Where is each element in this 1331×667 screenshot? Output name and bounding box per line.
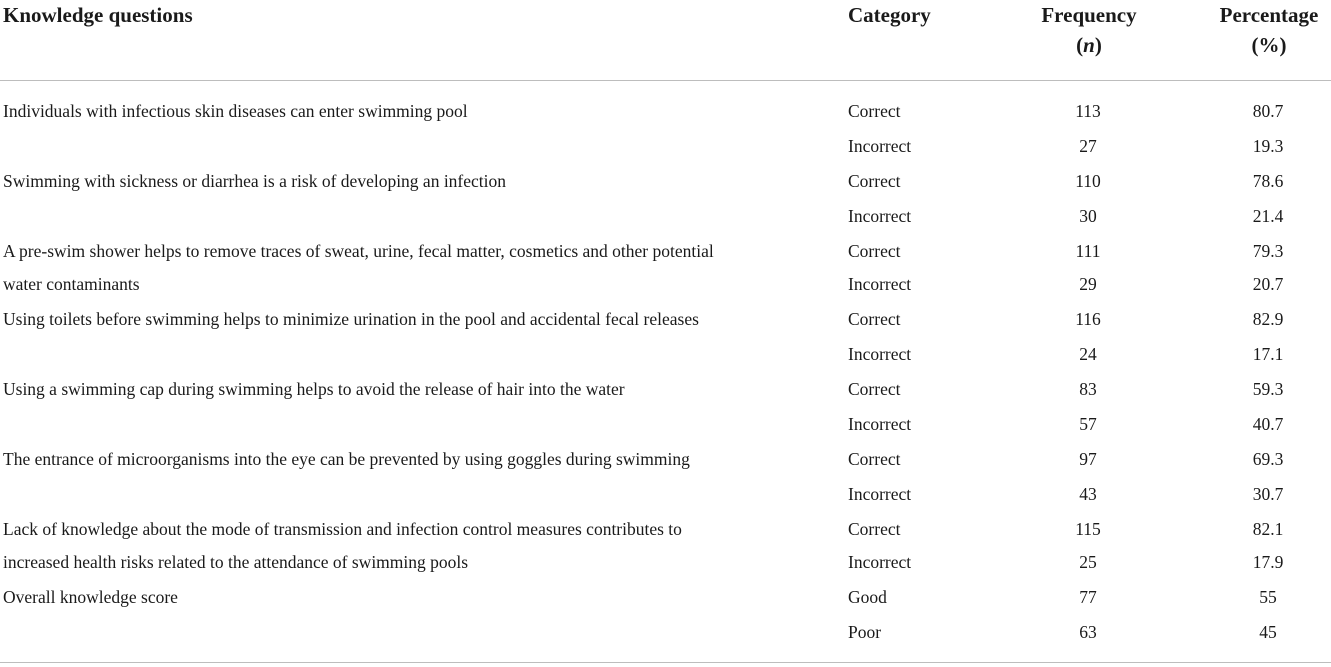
percentage-cell: 78.6 [1252, 171, 1284, 191]
table-row [0, 407, 1331, 441]
category-cell: Incorrect [848, 414, 912, 434]
percentage-cell: 80.7 [1252, 101, 1284, 121]
frequency-cell: 83 [1079, 379, 1097, 399]
percentage-cell: 30.7 [1252, 484, 1284, 504]
category-cell: Incorrect [848, 274, 912, 294]
category-cell: Good [848, 587, 887, 607]
frequency-cell: 63 [1079, 622, 1097, 642]
percentage-cell: 21.4 [1252, 206, 1284, 226]
category-cell: Incorrect [848, 206, 912, 226]
percentage-cell: 17.1 [1252, 344, 1284, 364]
percentage-cell: 82.9 [1252, 309, 1284, 329]
table-row [0, 129, 1331, 163]
percentage-cell: 45 [1259, 622, 1277, 642]
category-cell: Incorrect [848, 552, 912, 572]
header-percentage-unit: (%) [1251, 33, 1287, 57]
percentage-cell: 59.3 [1252, 379, 1284, 399]
question-cell: Using toilets before swimming helps to minimize urination in the pool and accidental fecal releases [3, 309, 699, 329]
category-cell: Correct [848, 519, 901, 539]
category-cell: Poor [848, 622, 882, 642]
table-row [0, 372, 1331, 406]
frequency-cell: 43 [1079, 484, 1097, 504]
frequency-cell: 25 [1079, 552, 1097, 572]
percentage-cell: 40.7 [1252, 414, 1284, 434]
table-row [0, 615, 1331, 649]
frequency-cell: 30 [1079, 206, 1097, 226]
header-frequency [988, 0, 1190, 60]
table-row [0, 94, 1331, 128]
frequency-cell: 97 [1079, 449, 1097, 469]
header-percentage [1168, 0, 1331, 60]
table-row [0, 267, 1331, 301]
percentage-cell: 20.7 [1252, 274, 1284, 294]
frequency-cell: 116 [1075, 309, 1101, 329]
percentage-cell: 79.3 [1252, 241, 1284, 261]
frequency-cell: 111 [1075, 241, 1101, 261]
frequency-cell: 77 [1079, 587, 1097, 607]
question-cell: A pre-swim shower helps to remove traces of sweat, urine, fecal matter, cosmetics and other potential [3, 241, 714, 261]
header-category: Category [848, 3, 931, 27]
category-cell: Incorrect [848, 344, 912, 364]
category-cell: Correct [848, 309, 901, 329]
question-cell: Swimming with sickness or diarrhea is a risk of developing an infection [3, 171, 507, 191]
frequency-cell: 110 [1075, 171, 1101, 191]
frequency-cell: 27 [1079, 136, 1097, 156]
category-cell: Incorrect [848, 484, 912, 504]
table-bottom-rule [0, 662, 1331, 663]
header-knowledge-questions: Knowledge questions [3, 3, 193, 27]
question-cell: water contaminants [3, 274, 140, 294]
header-frequency-unit: (n) [1076, 33, 1102, 57]
header-percentage-label: Percentage [1219, 3, 1319, 27]
question-cell: Individuals with infectious skin diseases can enter swimming pool [3, 101, 468, 121]
question-cell: increased health risks related to the attendance of swimming pools [3, 552, 469, 572]
header-frequency-n: n [1083, 33, 1095, 57]
table-row [0, 164, 1331, 198]
table-row [0, 442, 1331, 476]
question-cell: Overall knowledge score [3, 587, 178, 607]
frequency-cell: 24 [1079, 344, 1097, 364]
category-cell: Incorrect [848, 136, 912, 156]
question-cell: The entrance of microorganisms into the eye can be prevented by using goggles during swimming [3, 449, 690, 469]
frequency-cell: 57 [1079, 414, 1097, 434]
percentage-cell: 69.3 [1252, 449, 1284, 469]
category-cell: Correct [848, 101, 901, 121]
frequency-cell: 113 [1075, 101, 1101, 121]
table-row [0, 477, 1331, 511]
header-frequency-label: Frequency [1041, 3, 1137, 27]
table-row [0, 337, 1331, 371]
table-row [0, 545, 1331, 579]
percentage-cell: 17.9 [1252, 552, 1284, 572]
question-cell: Lack of knowledge about the mode of transmission and infection control measures contributes to [3, 519, 682, 539]
category-cell: Correct [848, 171, 901, 191]
table-row [0, 512, 1331, 546]
table-row [0, 199, 1331, 233]
table-header [0, 0, 1331, 81]
category-cell: Correct [848, 241, 901, 261]
category-cell: Correct [848, 449, 901, 469]
percentage-cell: 55 [1259, 587, 1277, 607]
question-cell: Using a swimming cap during swimming helps to avoid the release of hair into the water [3, 379, 625, 399]
table-row [0, 580, 1331, 614]
frequency-cell: 29 [1079, 274, 1097, 294]
table-row [0, 234, 1331, 268]
category-cell: Correct [848, 379, 901, 399]
percentage-cell: 19.3 [1252, 136, 1284, 156]
table-row [0, 302, 1331, 336]
percentage-cell: 82.1 [1252, 519, 1284, 539]
frequency-cell: 115 [1075, 519, 1101, 539]
